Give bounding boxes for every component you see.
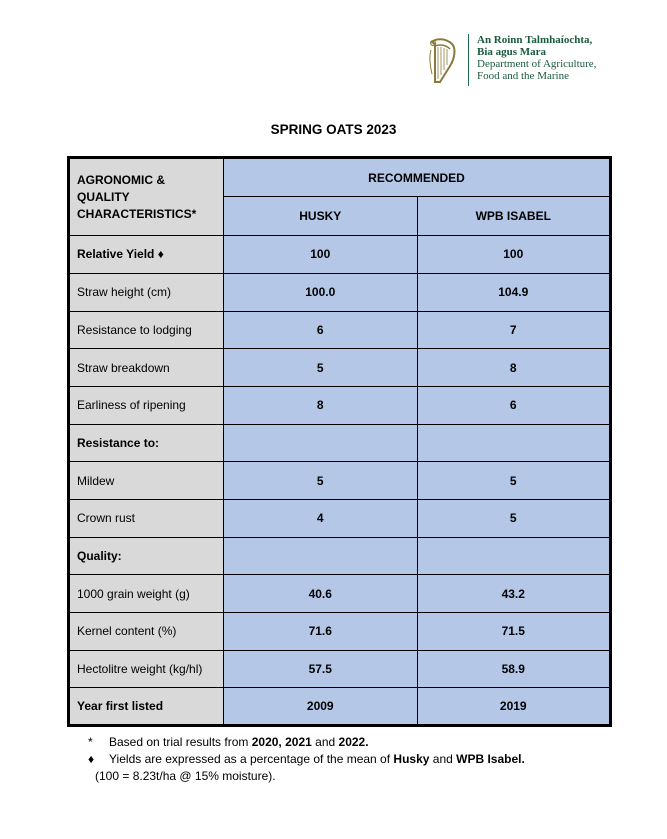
row-label: Year first listed — [69, 688, 224, 726]
table-row — [69, 575, 611, 613]
row-label: Resistance to lodging — [69, 311, 224, 349]
department-name — [477, 34, 596, 82]
wpb-isabel-value: 71.5 — [417, 612, 611, 650]
husky-value: 100.0 — [224, 273, 418, 311]
table-row — [69, 349, 611, 387]
footnote-yields — [88, 751, 525, 768]
husky-value: 6 — [224, 311, 418, 349]
wpb-isabel-value: 7 — [417, 311, 611, 349]
table-row — [69, 424, 611, 462]
wpb-isabel-value: 100 — [417, 236, 611, 274]
footnote-trials-and: and — [311, 735, 339, 749]
row-label: Relative Yield ♦ — [69, 236, 224, 274]
recommended-header: RECOMMENDED — [224, 158, 611, 197]
row-label: Hectolitre weight (kg/hl) — [69, 650, 224, 688]
year-2022: 2022. — [338, 735, 369, 749]
corner-label: AGRONOMIC & QUALITY CHARACTERISTICS* — [69, 158, 224, 236]
wpb-isabel-value: 8 — [417, 349, 611, 387]
wpb-isabel-value: 104.9 — [417, 273, 611, 311]
wpb-isabel-value: 5 — [417, 462, 611, 500]
department-logo — [426, 34, 596, 86]
husky-value: 8 — [224, 386, 418, 424]
table-row — [69, 499, 611, 537]
harp-icon — [426, 36, 458, 86]
irish-name-line-1: An Roinn Talmhaíochta, — [477, 34, 593, 46]
husky-value: 57.5 — [224, 650, 418, 688]
row-label: Resistance to: — [69, 424, 224, 462]
irish-name-line-2: Bia agus Mara — [477, 46, 547, 58]
row-label: Crown rust — [69, 499, 224, 537]
page-title: SPRING OATS 2023 — [270, 122, 397, 137]
row-label: Kernel content (%) — [69, 612, 224, 650]
asterisk-symbol: * — [88, 735, 93, 749]
variety-header-husky: HUSKY — [224, 197, 418, 236]
footnote-wpb-isabel: WPB Isabel. — [456, 752, 525, 766]
row-label: Straw breakdown — [69, 349, 224, 387]
english-name-line-2: Food and the Marine — [477, 70, 569, 82]
table-row — [69, 612, 611, 650]
table-row — [69, 236, 611, 274]
wpb-isabel-value: 5 — [417, 499, 611, 537]
wpb-isabel-value: 6 — [417, 386, 611, 424]
footnote-husky: Husky — [393, 752, 430, 766]
footnote-trials — [88, 734, 525, 751]
wpb-isabel-value — [417, 424, 611, 462]
row-label: Straw height (cm) — [69, 273, 224, 311]
footnote-trials-text: Based on trial results from — [109, 735, 252, 749]
wpb-isabel-value: 2019 — [417, 688, 611, 726]
husky-value: 5 — [224, 349, 418, 387]
footnote-yields-text: Yields are expressed as a percentage of the mean of — [109, 752, 394, 766]
year-2021: 2021 — [285, 735, 312, 749]
table-row — [69, 386, 611, 424]
logo-divider — [468, 34, 469, 86]
year-2020: 2020, — [251, 735, 282, 749]
footnote-yields-and: and — [429, 752, 457, 766]
wpb-isabel-value: 58.9 — [417, 650, 611, 688]
row-label: Mildew — [69, 462, 224, 500]
table-row — [69, 650, 611, 688]
oats-characteristics-table — [67, 156, 612, 727]
wpb-isabel-value: 43.2 — [417, 575, 611, 613]
row-label: Earliness of ripening — [69, 386, 224, 424]
husky-value: 40.6 — [224, 575, 418, 613]
footnotes — [88, 734, 525, 785]
husky-value: 100 — [224, 236, 418, 274]
row-label: 1000 grain weight (g) — [69, 575, 224, 613]
table-row — [69, 311, 611, 349]
english-name-line-1: Department of Agriculture, — [477, 58, 597, 70]
footnote-moisture: (100 = 8.23t/ha @ 15% moisture). — [95, 769, 276, 783]
table-row — [69, 273, 611, 311]
husky-value — [224, 537, 418, 575]
husky-value: 5 — [224, 462, 418, 500]
row-label: Quality: — [69, 537, 224, 575]
diamond-icon: ♦ — [88, 752, 95, 766]
wpb-isabel-value — [417, 537, 611, 575]
husky-value: 71.6 — [224, 612, 418, 650]
husky-value — [224, 424, 418, 462]
variety-header-wpb-isabel: WPB ISABEL — [417, 197, 611, 236]
husky-value: 2009 — [224, 688, 418, 726]
header-row-recommended — [69, 158, 611, 197]
table-row — [69, 688, 611, 726]
table-row — [69, 462, 611, 500]
husky-value: 4 — [224, 499, 418, 537]
table-row — [69, 537, 611, 575]
